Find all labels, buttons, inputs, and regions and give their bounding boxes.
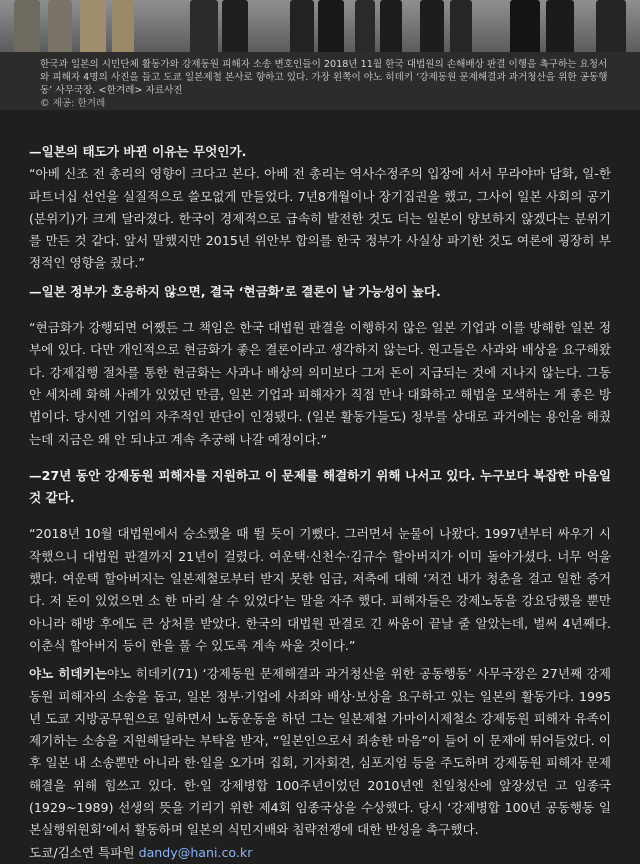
byline-author: 도쿄/김소연 특파원 xyxy=(29,844,135,860)
article-photo xyxy=(0,0,640,52)
answer-1: “아베 신조 전 총리의 영향이 크다고 본다. 아베 전 총리는 역사수정주의 입장에 서서 무라야마 담화, 일-한 파트너십 선언을 실질적으로 쓸모없게 만들었다. 7년8개월이나 장기집권을 했고, 그사이 일본 사회의 공기(분위기)가 크게 달라졌다. 한국이 경제적으로 급속히 발전한 것도 더는 일본이 양보하지 않겠다는 분위기를 만든 것 같다. 앞서 말했지만 2015년 위안부 합의를 한국 정부가 사실상 파기한 것도 여론에 굉장히 부정적인 영향을 줬다.” xyxy=(29,166,611,271)
question-3: —27년 동안 강제동원 피해자를 지원하고 이 문제를 해결하기 위해 나서고 있다. 누구보다 복잡한 마음일 것 같다. xyxy=(29,467,611,506)
profile-text: 야노 히데키(71) ‘강제동원 문제해결과 과거청산을 위한 공동행동’ 사무국장은 27년째 강제동원 피해자의 소송을 돕고, 일본 정부·기업에 사죄와 배상·보상을 요구하고 있는 일본의 활동가다. 1995년 도쿄 지방공무원으로 일하면서 노동운동을 하던 그는 일본제철 가마이시제철소 강제동원 피해자 유족이 제기하는 소송을 지원해달라는 부탁을 받자, “일본인으로서 죄송한 마음”이 들어 이 문제에 뛰어들었다. 이후 일본 내 소송뿐만 아니라 한·일을 오가며 집회, 기자회견, 심포지엄 등을 주도하며 강제동원 피해자 문제 해결을 위해 힘쓰고 있다. 한·일 강제병합 100주년이었던 2010년엔 친일청산에 앞장섰던 고 임종국(1929~1989) 선생의 뜻을 기리기 위한 제4회 임종국상을 수상했다. 당시 ‘강제병합 100년 공동행동 일본실행위원회’에서 활동하며 일본의 식민지배와 침략전쟁에 대한 반성을 촉구했다. xyxy=(29,666,611,838)
answer-3: “2018년 10월 대법원에서 승소했을 때 뛸 듯이 기뻤다. 그러면서 눈물이 나왔다. 1997년부터 싸우기 시작했으니 대법원 판결까지 21년이 걸렸다. 여운택·신천수·김규수 할아버지가 이미 돌아가셨다. 너무 억울했다. 여운택 할아버지는 일본제철로부터 받지 못한 임금, 저축에 대해 ‘저건 내가 청춘을 걸고 일한 증거다. 저 돈이 있었으면 소 한 마리 살 수 있었다’는 말을 자주 했다. 피해자들은 강제노동을 강요당했을 뿐만 아니라 해방 후에도 큰 상처를 받았다. 한국의 대법원 판결로 긴 싸움이 끝날 줄 알았는데, 벌써 4년째다. 이춘식 할아버지 등이 한을 풀 수 있도록 계속 싸울 것이다.” xyxy=(29,526,611,653)
article-body xyxy=(0,110,640,864)
photo-caption-text: 한국과 일본의 시민단체 활동가와 강제동원 피해자 소송 변호인들이 2018년 11월 한국 대법원의 손해배상 판결 이행을 촉구하는 요청서와 피해자 4명의 사진을 들고 도쿄 일본제철 본사로 향하고 있다. 가장 왼쪽이 야노 히데키 ‘강제동원 문제해결과 과거청산을 위한 공동행동’ 사무국장. <한겨레> 자료사진 xyxy=(40,59,608,96)
profile-paragraph xyxy=(29,663,611,841)
photo-caption xyxy=(0,52,640,110)
byline xyxy=(29,842,611,864)
question-1: —일본의 태도가 바뀐 이유는 무엇인가. xyxy=(29,144,247,159)
profile-name: 야노 히데키는 xyxy=(29,666,107,682)
photo-credit: © 제공: 한겨레 xyxy=(40,98,106,109)
answer-2: “현금화가 강행되면 어쨌든 그 책임은 한국 대법원 판결을 이행하지 않은 일본 기업과 이를 방해한 일본 정부에 있다. 다만 개인적으로 현금화가 좋은 결론이라고 생각하지 않는다. 원고들은 사과와 배상을 요구해왔다. 강제집행 절차를 통한 현금화는 사과나 배상의 의미보다 그저 돈이 지급되는 것에 지나지 않는다. 그동안 세차례 화해 사례가 있었던 만큼, 일본 기업과 피해자가 직접 만나 대화하고 해법을 모색하는 게 좋은 방법이다. 당시엔 기업의 자주적인 판단이 인정됐다. (일본 활동가들도) 정부를 상대로 과거에는 용인을 해줬는데 지금은 왜 안 되냐고 계속 추궁해 나갈 예정이다.” xyxy=(29,320,611,447)
question-2: —일본 정부가 호응하지 않으면, 결국 ‘현금화’로 결론이 날 가능성이 높다. xyxy=(29,283,441,299)
byline-email[interactable]: dandy@hani.co.kr xyxy=(138,844,253,860)
